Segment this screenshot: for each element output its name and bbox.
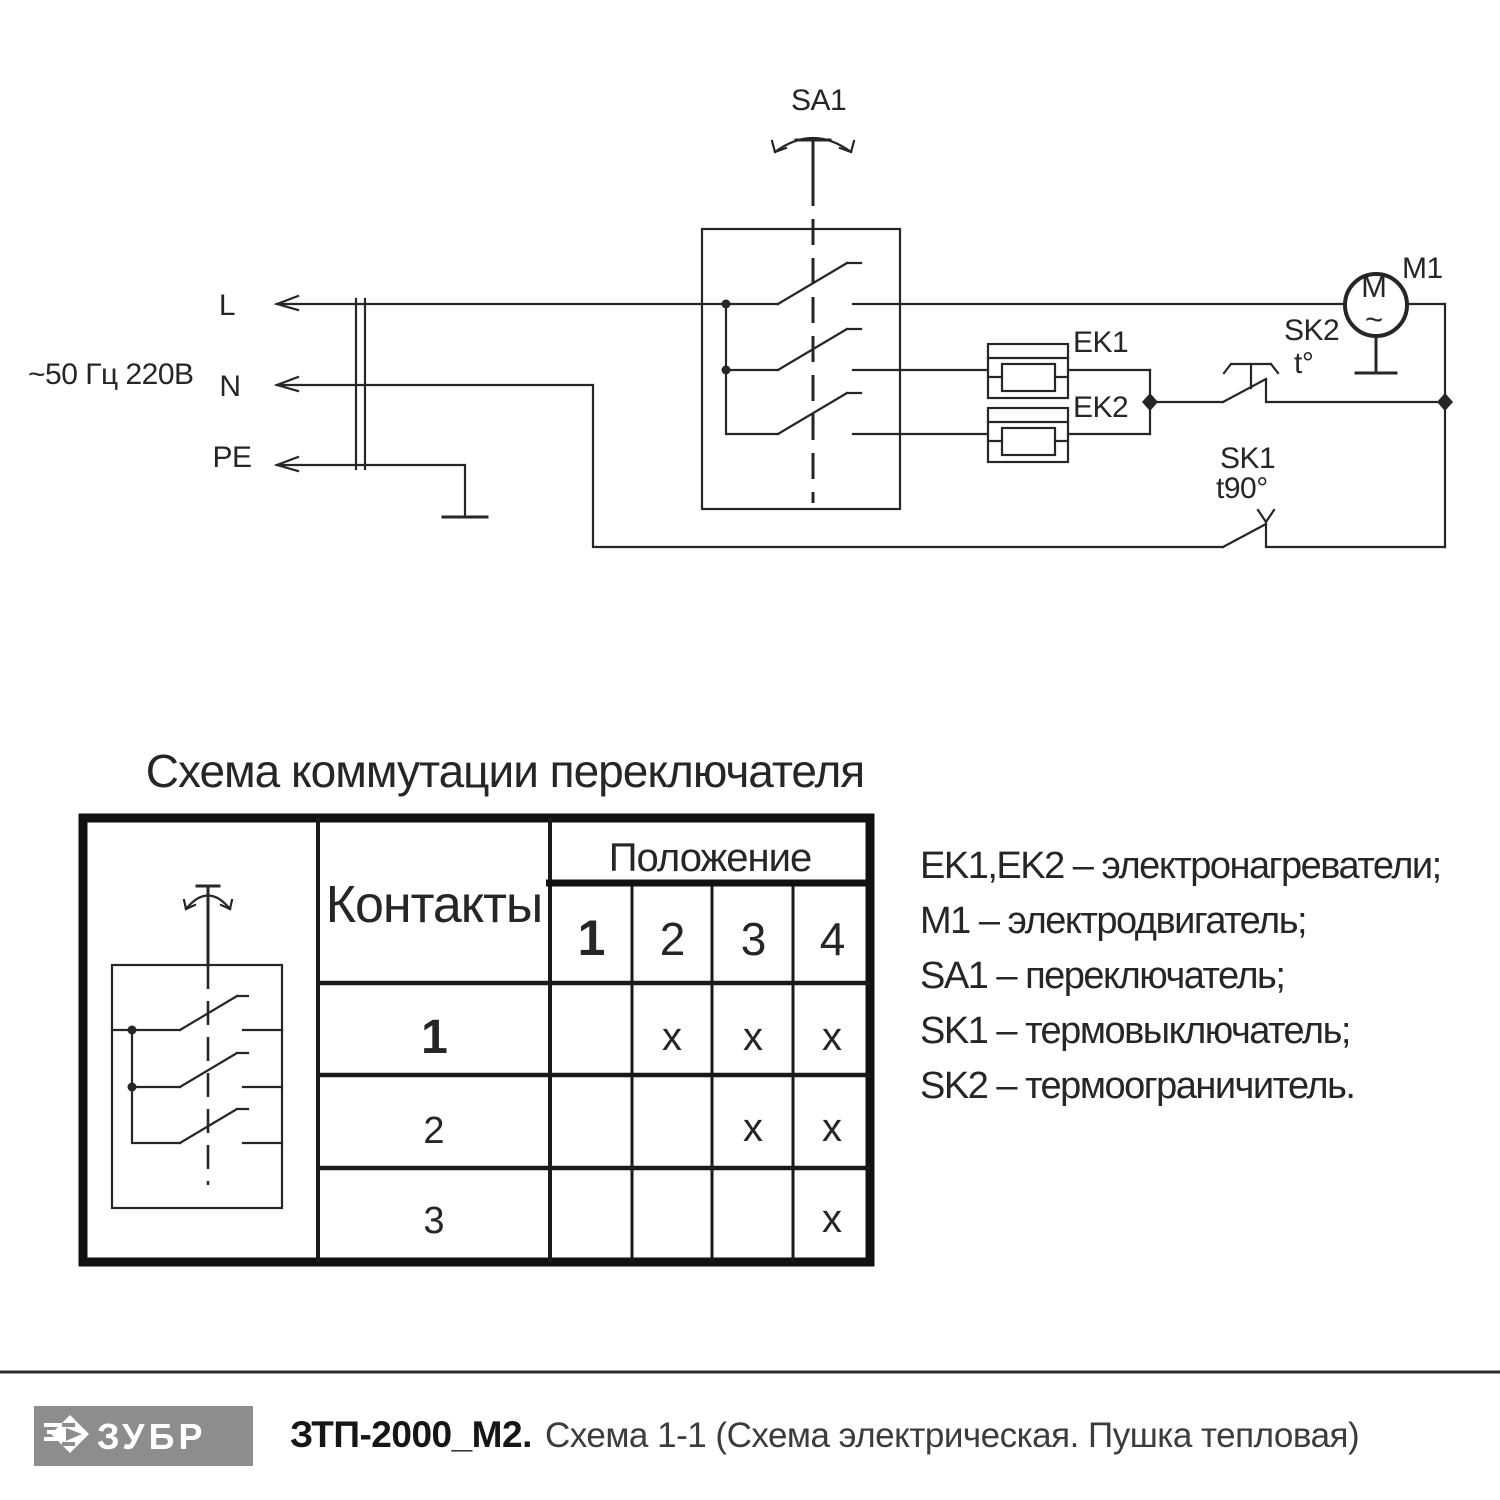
power-input-group (28, 289, 1223, 547)
contacts-header: Контакты (325, 876, 543, 934)
footer-subtitle: Схема 1-1 (Схема электрическая. Пушка тепловая) (545, 1416, 1360, 1455)
sk2-label: SK2 (1284, 314, 1340, 347)
contact-row-label: 3 (423, 1200, 445, 1242)
thermal-actuator-icon (1224, 364, 1278, 388)
power-rating-label: ~50 Гц 220В (28, 358, 194, 391)
ek1-label: EK1 (1073, 326, 1129, 359)
terminal-pe-label: PE (212, 441, 252, 474)
terminal-n-label: N (219, 370, 241, 403)
legend-item: SK2 – термоограничитель. (920, 1065, 1355, 1107)
position-header: Положение (608, 836, 812, 880)
motor-m1 (1345, 252, 1445, 373)
heater-ek2 (988, 391, 1150, 462)
branch-wire (726, 304, 778, 434)
footer-model: ЗТП-2000_М2. (290, 1414, 532, 1455)
motor-symbol: M (1361, 269, 1387, 304)
mark-cell: x (822, 1197, 842, 1241)
legend (920, 845, 1441, 1107)
legend-item: EK1,EK2 – электронагреватели; (920, 845, 1441, 887)
legend-item: M1 – электродвигатель; (920, 900, 1307, 942)
sk2-temp-label: t° (1294, 347, 1314, 380)
sk1-switch (1216, 442, 1445, 547)
mark-cell: x (822, 1106, 842, 1150)
sa1-label: SA1 (791, 84, 847, 117)
junction-dot (722, 366, 731, 375)
position-col-2: 2 (659, 913, 685, 965)
mark-cell: x (822, 1015, 842, 1059)
m1-label: M1 (1402, 252, 1443, 285)
sk1-temp-label: t90° (1216, 472, 1268, 505)
left-arrow-icon (277, 296, 298, 471)
contact-row-label: 1 (421, 1011, 447, 1064)
legend-item: SK1 – термовыключатель; (920, 1010, 1350, 1052)
position-col-3: 3 (740, 913, 766, 965)
legend-item: SA1 – переключатель; (920, 955, 1285, 997)
brand-logo (34, 1406, 253, 1466)
terminal-l-label: L (218, 289, 236, 322)
commutation-table (83, 818, 870, 1262)
position-col-1: 1 (577, 910, 605, 966)
position-col-4: 4 (819, 913, 845, 965)
heater-ek1 (988, 326, 1150, 398)
mark-cell: x (743, 1106, 763, 1150)
sk2-switch (1150, 314, 1445, 402)
junction-dot (128, 1026, 137, 1035)
mark-cell: x (743, 1015, 763, 1059)
rotary-handle-icon (772, 138, 854, 180)
sk1-label: SK1 (1220, 442, 1276, 475)
junction-dot (722, 300, 731, 309)
motor-wave: ~ (1364, 302, 1384, 337)
thermal-mark-icon (1258, 510, 1274, 522)
junction-dot (128, 1083, 137, 1092)
commutation-title: Схема коммутации переключателя (145, 745, 865, 797)
switch-pictogram (112, 886, 282, 1208)
mark-cell: x (662, 1015, 682, 1059)
contact-row-label: 2 (423, 1110, 445, 1152)
rotary-handle-icon (184, 886, 232, 965)
brand-name: ЗУБР (97, 1416, 207, 1457)
wire-pe (277, 465, 465, 517)
ek2-label: EK2 (1073, 391, 1129, 424)
footer (0, 1372, 1500, 1466)
commutation-section (83, 745, 1441, 1262)
